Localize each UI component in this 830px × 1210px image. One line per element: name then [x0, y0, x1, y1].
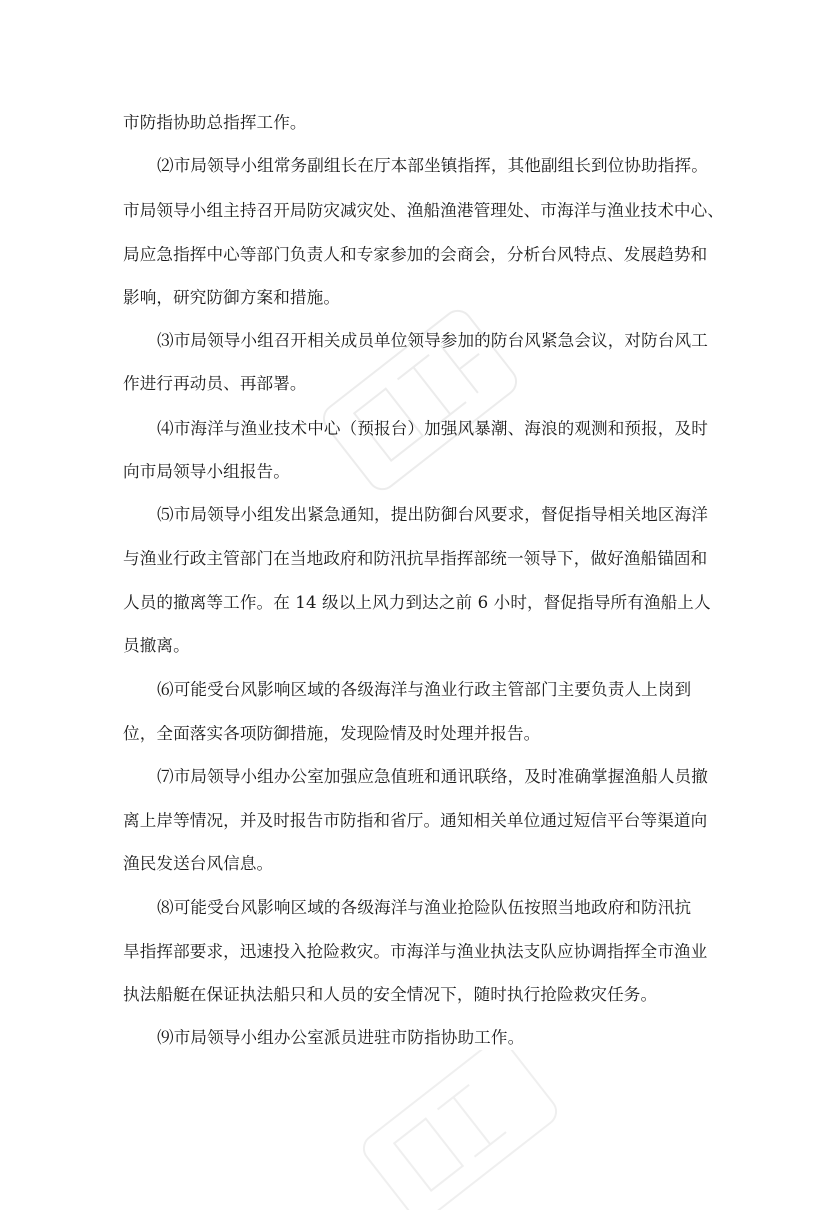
watermark-logo: [290, 290, 550, 510]
paragraph-8-line: ⑻可能受台风影响区域的各级海洋与渔业抢险队伍按照当地政府和防汛抗: [157, 898, 692, 917]
text-line: 向市局领导小组报告。: [123, 462, 290, 481]
text-line: 位，全面落实各项防御措施，发现险情及时处理并报告。: [123, 724, 541, 743]
text-line: 渔民发送台风信息。: [123, 854, 274, 873]
watermark-logo-bottom: [330, 1050, 590, 1210]
paragraph-7-line: ⑺市局领导小组办公室加强应急值班和通讯联络，及时准确掌握渔船人员撤: [157, 767, 708, 786]
text-line: 员撤离。: [123, 636, 190, 655]
text-line: 市防指协助总指挥工作。: [123, 113, 307, 132]
text-line: 作进行再动员、再部署。: [123, 374, 307, 393]
text-line: 人员的撤离等工作。在 14 级以上风力到达之前 6 小时，督促指导所有渔船上人: [123, 593, 711, 612]
paragraph-4-line: ⑷市海洋与渔业技术中心（预报台）加强风暴潮、海浪的观测和预报，及时: [157, 419, 708, 438]
text-line: 局应急指挥中心等部门负责人和专家参加的会商会，分析台风特点、发展趋势和: [123, 245, 708, 264]
text-line: 执法船艇在保证执法船只和人员的安全情况下，随时执行抢险救灾任务。: [123, 985, 658, 1004]
paragraph-2-line: ⑵市局领导小组常务副组长在厅本部坐镇指挥，其他副组长到位协助指挥。: [157, 156, 708, 175]
text-line: 影响，研究防御方案和措施。: [123, 288, 341, 307]
paragraph-6-line: ⑹可能受台风影响区域的各级海洋与渔业行政主管部门主要负责人上岗到: [157, 680, 692, 699]
paragraph-3-line: ⑶市局领导小组召开相关成员单位领导参加的防台风紧急会议，对防台风工: [157, 331, 708, 350]
text-line: 旱指挥部要求，迅速投入抢险救灾。市海洋与渔业执法支队应协调指挥全市渔业: [123, 942, 708, 961]
paragraph-9-line: ⑼市局领导小组办公室派员进驻市防指协助工作。: [157, 1028, 525, 1047]
text-line: 市局领导小组主持召开局防灾减灾处、渔船渔港管理处、市海洋与渔业技术中心、: [123, 201, 724, 220]
text-line: 离上岸等情况，并及时报告市防指和省厅。通知相关单位通过短信平台等渠道向: [123, 811, 708, 830]
paragraph-5-line: ⑸市局领导小组发出紧急通知，提出防御台风要求，督促指导相关地区海洋: [157, 505, 708, 524]
text-line: 与渔业行政主管部门在当地政府和防汛抗旱指挥部统一领导下，做好渔船锚固和: [123, 549, 708, 568]
